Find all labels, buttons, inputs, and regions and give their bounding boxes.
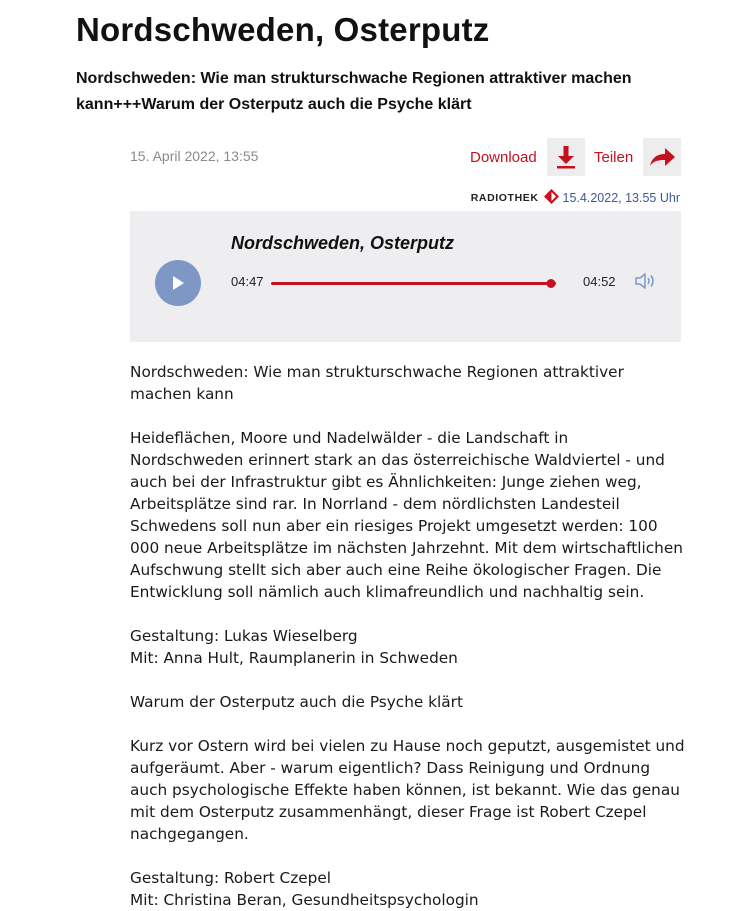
progress-bar[interactable]: [271, 282, 556, 285]
page-title: Nordschweden, Osterputz: [76, 11, 490, 48]
radiothek-brand: RADIOTHEK: [470, 192, 539, 204]
duration-time: 04:52: [583, 274, 616, 289]
credit-line: Mit: Christina Beran, Gesundheitspsychologin: [130, 891, 479, 909]
credit-line: Mit: Anna Hult, Raumplanerin in Schweden: [130, 649, 458, 667]
radiothek-date-link[interactable]: 15.4.2022, 13.55 Uhr: [562, 191, 680, 205]
credit-line: Gestaltung: Robert Czepel: [130, 869, 332, 887]
play-icon: [171, 275, 185, 291]
radiothek-logo-icon: [544, 189, 559, 207]
share-icon: [643, 138, 681, 176]
publish-date: 15. April 2022, 13:55: [130, 148, 259, 164]
download-button[interactable]: [470, 137, 585, 177]
share-button[interactable]: [594, 137, 681, 177]
play-button[interactable]: [155, 260, 201, 306]
section-paragraph: Heideflächen, Moore und Nadelwälder - die Landschaft in Nordschweden erinnert stark an das österreichische Waldviertel - und auch bei der Infrastruktur gibt es Ähnlichkeiten: Junge ziehen weg, Arbeitsplätze sind rar. In Norrland - dem nördlichsten Landesteil Schwedens soll nun aber ein riesiges Projekt umgesetzt werden: 100 000 neue Arbeitsplätze im nächsten Jahrzehnt. Mit dem wirtschaftlichen Aufschwung stellt sich aber auch eine Reihe ökologischer Fragen. Die Entwicklung soll nämlich auch klimafreundlich und nachhaltig sein.: [130, 429, 683, 601]
section-paragraph: Kurz vor Ostern wird bei vielen zu Hause noch geputzt, ausgemistet und aufgeräumt. Aber - warum eigentlich? Dass Reinigung und Ordnung auch psychologische Effekte haben können, ist bekannt. Wie das genau mit dem Osterputz zusammenhängt, dieser Frage ist Robert Czepel nachgegangen.: [130, 737, 685, 843]
share-label: Teilen: [594, 148, 634, 166]
page-subtitle: Nordschweden: Wie man strukturschwache Regionen attraktiver machen kann+++Warum der Osterputz auch die Psyche klärt: [76, 70, 632, 113]
article-body: [130, 361, 685, 911]
section-heading: Warum der Osterputz auch die Psyche klärt: [130, 693, 463, 711]
credit-line: Gestaltung: Lukas Wieselberg: [130, 627, 358, 645]
progress-handle[interactable]: [547, 279, 556, 288]
radiothek-line: [471, 189, 680, 207]
section-heading: Nordschweden: Wie man strukturschwache Regionen attraktiver machen kann: [130, 363, 624, 403]
volume-icon[interactable]: [634, 272, 656, 294]
current-time: 04:47: [231, 274, 264, 289]
player-title: Nordschweden, Osterputz: [231, 233, 455, 253]
download-icon: [547, 138, 585, 176]
download-label: Download: [470, 148, 537, 166]
audio-player: [130, 211, 681, 342]
